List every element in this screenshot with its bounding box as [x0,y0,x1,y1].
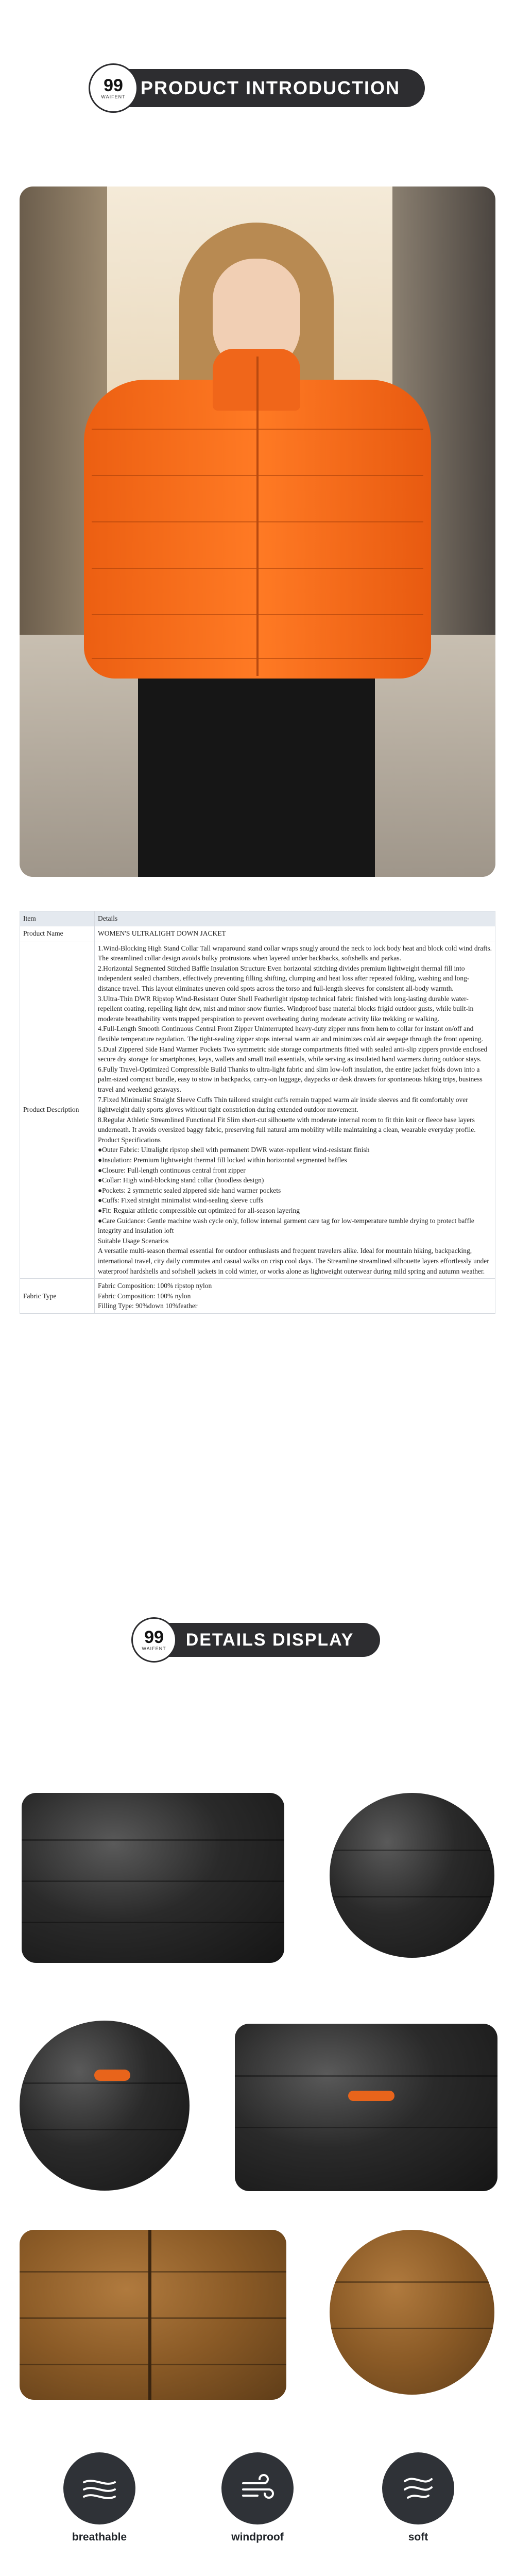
feature-label-soft: soft [408,2531,428,2543]
logo-brand: WAIFENT [101,94,126,99]
brand-logo [90,65,136,111]
quilt-line [330,2328,494,2329]
quilt-line [20,2082,190,2084]
usage-heading: Suitable Usage Scenarios [98,1236,169,1245]
description-paragraph: 6.Fully Travel-Optimized Compressible Build Thanks to ultra-light fabric and slim low-loft insulation, the entire jacket folds down into a palm-sized compact bundle, easy to stow in backpacks, carry-on luggage, daypacks or desk drawers for spontaneous hiking trips, business travel and weekend getaways. [98,1065,483,1093]
spec-bullet: ●Collar: High wind-blocking stand collar (hoodless design) [98,1176,264,1184]
logo-brand: WAIFENT [142,1646,166,1651]
quilt-line [20,2317,286,2319]
usage-paragraph: A versatile multi-season thermal essential for outdoor enthusiasts and frequent travelers alike. Ideal for mountain hiking, backpacking, international travel, city daily commutes and casual walks on crisp cool days. The Streamline streamlined silhouette layers effortlessly under waterproof hardshells and softshell jackets in cold winter, or works alone as lightweight outerwear during mild spring and autumn weather. [98,1247,489,1275]
column-header-details: Details [95,911,495,926]
logo-number: 99 [144,1628,164,1647]
quilt-line [235,2075,497,2077]
quilt-line [22,1880,284,1882]
quilt-line [22,1839,284,1841]
fabric-line: Fabric Composition: 100% ripstop nylon [98,1282,212,1290]
description-paragraph: 1.Wind-Blocking High Stand Collar Tall wraparound stand collar wraps snugly around the neck to lock body heat and block cold wind drafts. The streamlined collar design avoids bulky protrusions when layered under backbacks, softshells and parkas. [98,944,492,962]
spec-bullet: ●Fit: Regular athletic compressible cut optimized for all-season layering [98,1207,300,1215]
product-description [95,941,495,1279]
detail-tan-quilt-photo [330,2230,494,2395]
description-paragraph: 5.Dual Zippered Side Hand Warmer Pockets Two symmetric side storage compartments fitted with sealed anti-slip zippers provide enclosed secure dry storage for smartphones, keys, wallets and small trail essentials, while serving as insulated hand warmers during outdoor stays. [98,1045,488,1063]
quilt-line [20,2364,286,2365]
feature-label-breathable: breathable [72,2531,127,2543]
product-name-value: WOMEN'S ULTRALIGHT DOWN JACKET [95,926,495,941]
spec-bullet: ●Closure: Full-length continuous central front zipper [98,1166,246,1174]
black-pants [138,679,375,877]
spec-bullet: ●Cuffs: Fixed straight minimalist wind-sealing sleeve cuffs [98,1196,264,1205]
detail-pocket-photo [330,1793,494,1958]
row-label: Fabric Type [20,1279,95,1314]
front-zipper [256,357,259,676]
quilt-line [235,2127,497,2128]
fabric-line: Fabric Composition: 100% nylon [98,1292,191,1300]
row-label: Product Name [20,926,95,941]
detail-zipper-pull-photo [20,2021,190,2191]
zipper-track [148,2230,151,2400]
quilt-line [330,1850,494,1851]
table-row [20,941,495,1279]
fabric-line: Filling Type: 90%down 10%feather [98,1302,198,1310]
table-row [20,926,495,941]
soft-icon [382,2452,454,2524]
spec-bullet: ●Outer Fabric: Ultralight ripstop shell with permanent DWR water-repellent wind-resistant finish [98,1146,370,1154]
detail-side-pocket-photo [235,2024,497,2191]
details-display-banner [138,1623,380,1657]
spec-table [20,911,495,1314]
orange-zipper-pull [348,2091,394,2101]
quilt-line [330,1896,494,1897]
description-paragraph: 4.Full-Length Smooth Continuous Central Front Zipper Uninterrupted heavy-duty zipper runs from hem to collar for instant on/off and flexible temperature regulation. The tight-sealing zipper stops internal warm air and minimizes cold air seepage through the front opening. [98,1025,484,1043]
orange-zipper-pull [94,2070,130,2081]
description-paragraph: 2.Horizontal Segmented Stitched Baffle Insulation Structure Even horizontal stitching divides premium lightweight thermal fill into independent sealed chambers, effectively preventing filling shifting, clumping and heat loss after repeated folding, washing and long-distance travel. This layout eliminates uneven cold spots across the torso and full-length sleeves for consistent all-body warmth. [98,964,470,992]
fabric-details [95,1279,495,1314]
brand-logo [133,1619,175,1661]
quilt-line [20,2129,190,2130]
spec-heading: Product Specifications [98,1136,161,1144]
spec-bullet: ●Pockets: 2 symmetric sealed zippered side hand warmer pockets [98,1186,281,1194]
column-header-item: Item [20,911,95,926]
section-title: PRODUCT INTRODUCTION [141,77,400,98]
spec-bullet: ●Care Guidance: Gentle machine wash cycle only, follow internal garment care tag for low-temperature tumble drying to protect baffle integrity and insulation loft [98,1216,474,1235]
feature-label-windproof: windproof [231,2531,284,2543]
quilt-line [330,2281,494,2283]
description-paragraph: 7.Fixed Minimalist Straight Sleeve Cuffs Thin tailored straight cuffs remain trapped warm air inside sleeves and fit comfortably over lightweight daily sports gloves without tight constriction during extended outdoor movement. [98,1095,468,1114]
table-header-row [20,911,495,926]
windproof-icon [221,2452,294,2524]
spec-bullet: ●Insulation: Premium lightweight thermal fill locked within horizontal segmented baffles [98,1156,347,1164]
logo-number: 99 [104,76,123,95]
detail-collar-photo [22,1793,284,1963]
section-title: DETAILS DISPLAY [185,1630,354,1650]
quilt-line [22,1922,284,1923]
description-paragraph: 3.Ultra-Thin DWR Ripstop Wind-Resistant Outer Shell Featherlight ripstop technical fabric finished with long-lasting durable water-repellent coating, repelling light dew, mist and minor snow flurries. Windproof base material blocks frigid outdoor gusts, while built-in moderate breathability vents trapped perspiration to prevent overheating during moderate activity like trekking or walking. [98,994,474,1023]
hero-model-photo [20,187,495,877]
breathable-icon [63,2452,135,2524]
detail-tan-zipper-photo [20,2230,286,2400]
table-row [20,1279,495,1314]
product-introduction-banner [95,69,425,107]
row-label: Product Description [20,941,95,1279]
quilt-line [20,2271,286,2273]
description-paragraph: 8.Regular Athletic Streamlined Functional Fit Slim short-cut silhouette with moderate internal room to fit thin knit or fleece base layers underneath. It avoids oversized baggy fabric, preserving full natural arm mobility while maintaining a clean, wearable everyday profile. [98,1115,476,1134]
